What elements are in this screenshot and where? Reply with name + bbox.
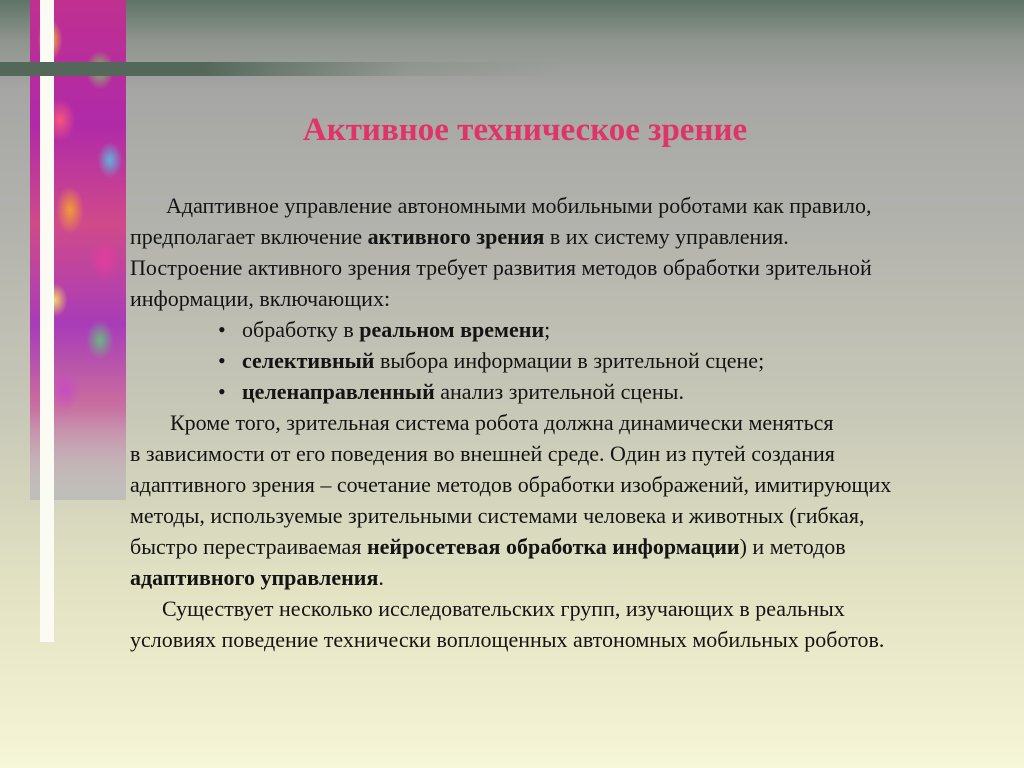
paragraph-2: Кроме того, зрительная система робота должна динамически меняться в зависимости от его поведения во внешней среде. Один из путей создания адаптивного зрения – сочетание методов обработки изображений, имитирующих методы, используемые зрительными системами человека и животных (гибкая, быстро перестраиваемая нейросетевая обработка информации) и методов адаптивного управления. (130, 410, 892, 590)
decorative-horizontal-line (0, 62, 1024, 76)
term-active-vision: активного зрения (367, 224, 545, 249)
list-item: • целенаправленный анализ зрительной сцены. (218, 376, 1015, 407)
term-adaptive-control: адаптивного управления (130, 565, 379, 590)
slide-body (130, 190, 1015, 655)
paragraph-1: Адаптивное управление автономными мобильными роботами как правило, предполагает включение активного зрения в их систему управления. Построение активного зрения требует развития методов обработки зрительной информации, включающих: (130, 193, 872, 311)
decorative-vertical-line (40, 0, 54, 642)
list-item: • обработку в реальном времени; (218, 314, 1015, 345)
term-neural-processing: нейросетевая обработка информации (366, 534, 740, 559)
requirements-list (130, 314, 1015, 407)
paragraph-3: Существует несколько исследовательских групп, изучающих в реальных условиях поведение технически воплощенных автономных мобильных роботов. (130, 596, 885, 652)
list-item: • селективный выбора информации в зрительной сцене; (218, 345, 1015, 376)
slide-title: Активное техническое зрение (302, 112, 748, 148)
